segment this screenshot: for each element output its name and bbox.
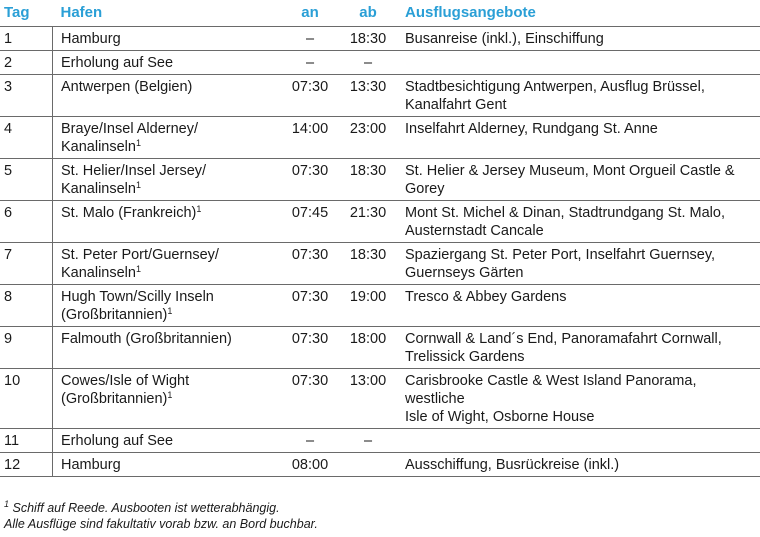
ausflug-line: Stadtbesichtigung Antwerpen, Ausflug Brüssel,: [405, 79, 705, 95]
header-an: an: [281, 0, 339, 27]
hafen-text: Braye/Insel Alderney/: [61, 121, 199, 137]
cell-ab: 13:30: [339, 75, 397, 117]
cell-tag: 2: [0, 51, 53, 75]
ausflug-line: Trelissick Gardens: [405, 349, 525, 365]
hafen-text: Falmouth (Großbritannien): [61, 331, 232, 347]
itinerary-body: [0, 27, 760, 477]
footnotes: [4, 500, 318, 532]
cell-hafen: [53, 453, 282, 477]
hafen-text: St. Malo (Frankreich): [61, 205, 197, 221]
table-row: [0, 243, 760, 285]
hafen-line: [61, 306, 277, 324]
hafen-line: [61, 204, 277, 222]
cell-tag: 12: [0, 453, 53, 477]
cell-tag: 4: [0, 117, 53, 159]
cell-tag: 10: [0, 369, 53, 429]
cell-an: 07:30: [281, 243, 339, 285]
footnote-2: Alle Ausflüge sind fakultativ vorab bzw. an Bord buchbar.: [4, 517, 318, 531]
cell-an: –: [281, 429, 339, 453]
cell-ausflug: [397, 159, 760, 201]
hafen-line: [61, 30, 277, 48]
cell-an: 14:00: [281, 117, 339, 159]
hafen-text: (Großbritannien): [61, 307, 168, 323]
footnote-ref: 1: [135, 180, 141, 190]
cell-ausflug: [397, 369, 760, 429]
cell-ausflug: [397, 285, 760, 327]
table-row: [0, 51, 760, 75]
ausflug-line: St. Helier & Jersey Museum, Mont Orgueil Castle &: [405, 163, 735, 179]
header-hafen: Hafen: [53, 0, 282, 27]
cell-ausflug: [397, 75, 760, 117]
footnote-ref: 1: [167, 306, 173, 316]
cell-ausflug: [397, 201, 760, 243]
header-ab: ab: [339, 0, 397, 27]
cell-ab: 23:00: [339, 117, 397, 159]
cell-tag: 7: [0, 243, 53, 285]
cell-ausflug: [397, 27, 760, 51]
cell-an: 07:45: [281, 201, 339, 243]
hafen-line: [61, 372, 277, 390]
hafen-text: Hamburg: [61, 31, 121, 47]
cell-ab: 18:00: [339, 327, 397, 369]
cell-hafen: [53, 429, 282, 453]
cell-tag: 3: [0, 75, 53, 117]
cell-hafen: [53, 201, 282, 243]
table-row: [0, 369, 760, 429]
header-tag: Tag: [0, 0, 53, 27]
hafen-line: [61, 78, 277, 96]
cell-ab: 21:30: [339, 201, 397, 243]
cell-hafen: [53, 75, 282, 117]
cell-ab: [339, 453, 397, 477]
ausflug-line: Isle of Wight, Osborne House: [405, 409, 595, 425]
ausflug-line: Spaziergang St. Peter Port, Inselfahrt Guernsey,: [405, 247, 716, 263]
cell-an: –: [281, 51, 339, 75]
cell-an: –: [281, 27, 339, 51]
hafen-line: [61, 264, 277, 282]
cell-tag: 1: [0, 27, 53, 51]
hafen-line: [61, 54, 277, 72]
cell-ausflug: [397, 51, 760, 75]
cell-ausflug: [397, 243, 760, 285]
cell-ab: 19:00: [339, 285, 397, 327]
hafen-text: Kanalinseln: [61, 181, 136, 197]
cell-an: 07:30: [281, 327, 339, 369]
ausflug-line: Mont St. Michel & Dinan, Stadtrundgang St. Malo,: [405, 205, 725, 221]
ausflug-line: Busanreise (inkl.), Einschiffung: [405, 31, 604, 47]
hafen-text: Antwerpen (Belgien): [61, 79, 193, 95]
hafen-line: [61, 432, 277, 450]
ausflug-line: Ausschiffung, Busrückreise (inkl.): [405, 457, 620, 473]
cell-an: 07:30: [281, 369, 339, 429]
hafen-text: St. Helier/Insel Jersey/: [61, 163, 207, 179]
hafen-line: [61, 456, 277, 474]
footnote-ref: 1: [167, 390, 173, 400]
cell-hafen: [53, 27, 282, 51]
cell-ausflug: [397, 117, 760, 159]
cell-tag: 5: [0, 159, 53, 201]
hafen-line: [61, 120, 277, 138]
cell-ab: 18:30: [339, 243, 397, 285]
hafen-line: [61, 390, 277, 408]
hafen-text: St. Peter Port/Guernsey/: [61, 247, 219, 263]
cell-ausflug: [397, 453, 760, 477]
cell-ab: 18:30: [339, 159, 397, 201]
header-ausflug: Ausflugsangebote: [397, 0, 760, 27]
table-row: [0, 159, 760, 201]
ausflug-line: Kanalfahrt Gent: [405, 97, 507, 113]
table-row: [0, 75, 760, 117]
cell-hafen: [53, 285, 282, 327]
cell-ab: 13:00: [339, 369, 397, 429]
table-row: [0, 453, 760, 477]
hafen-text: (Großbritannien): [61, 391, 168, 407]
hafen-text: Hamburg: [61, 457, 121, 473]
hafen-text: Kanalinseln: [61, 139, 136, 155]
cell-an: 07:30: [281, 285, 339, 327]
ausflug-line: Austernstadt Cancale: [405, 223, 544, 239]
cell-ab: –: [339, 51, 397, 75]
cell-an: 07:30: [281, 75, 339, 117]
footnote-1: [4, 500, 318, 516]
footnote-ref: 1: [135, 138, 141, 148]
ausflug-line: Tresco & Abbey Gardens: [405, 289, 567, 305]
hafen-text: Cowes/Isle of Wight: [61, 373, 190, 389]
cell-an: 08:00: [281, 453, 339, 477]
footnote-mark: 1: [4, 499, 10, 509]
cell-hafen: [53, 117, 282, 159]
hafen-text: Hugh Town/Scilly Inseln: [61, 289, 214, 305]
cell-tag: 11: [0, 429, 53, 453]
ausflug-line: Guernseys Gärten: [405, 265, 524, 281]
cell-tag: 6: [0, 201, 53, 243]
footnote-text-1: Schiff auf Reede. Ausbooten ist wetterabhängig.: [12, 501, 280, 515]
hafen-line: [61, 180, 277, 198]
hafen-line: [61, 246, 277, 264]
hafen-line: [61, 330, 277, 348]
hafen-text: Kanalinseln: [61, 265, 136, 281]
table-row: [0, 27, 760, 51]
cell-ab: –: [339, 429, 397, 453]
cell-an: 07:30: [281, 159, 339, 201]
table-row: [0, 201, 760, 243]
hafen-line: [61, 288, 277, 306]
cell-hafen: [53, 51, 282, 75]
cell-tag: 8: [0, 285, 53, 327]
hafen-line: [61, 138, 277, 156]
hafen-text: Erholung auf See: [61, 55, 174, 71]
hafen-text: Erholung auf See: [61, 433, 174, 449]
table-row: [0, 327, 760, 369]
ausflug-line: Cornwall & Land´s End, Panoramafahrt Cornwall,: [405, 331, 722, 347]
ausflug-line: Gorey: [405, 181, 445, 197]
table-row: [0, 117, 760, 159]
table-row: [0, 429, 760, 453]
header-row: [0, 0, 760, 27]
cell-hafen: [53, 369, 282, 429]
ausflug-line: Inselfahrt Alderney, Rundgang St. Anne: [405, 121, 658, 137]
hafen-line: [61, 162, 277, 180]
cell-ausflug: [397, 327, 760, 369]
table-row: [0, 285, 760, 327]
cell-hafen: [53, 327, 282, 369]
cell-ausflug: [397, 429, 760, 453]
footnote-ref: 1: [135, 264, 141, 274]
cell-tag: 9: [0, 327, 53, 369]
cell-hafen: [53, 243, 282, 285]
footnote-ref: 1: [196, 204, 202, 214]
cell-ab: 18:30: [339, 27, 397, 51]
ausflug-line: Carisbrooke Castle & West Island Panorama, westliche: [405, 373, 697, 407]
cell-hafen: [53, 159, 282, 201]
